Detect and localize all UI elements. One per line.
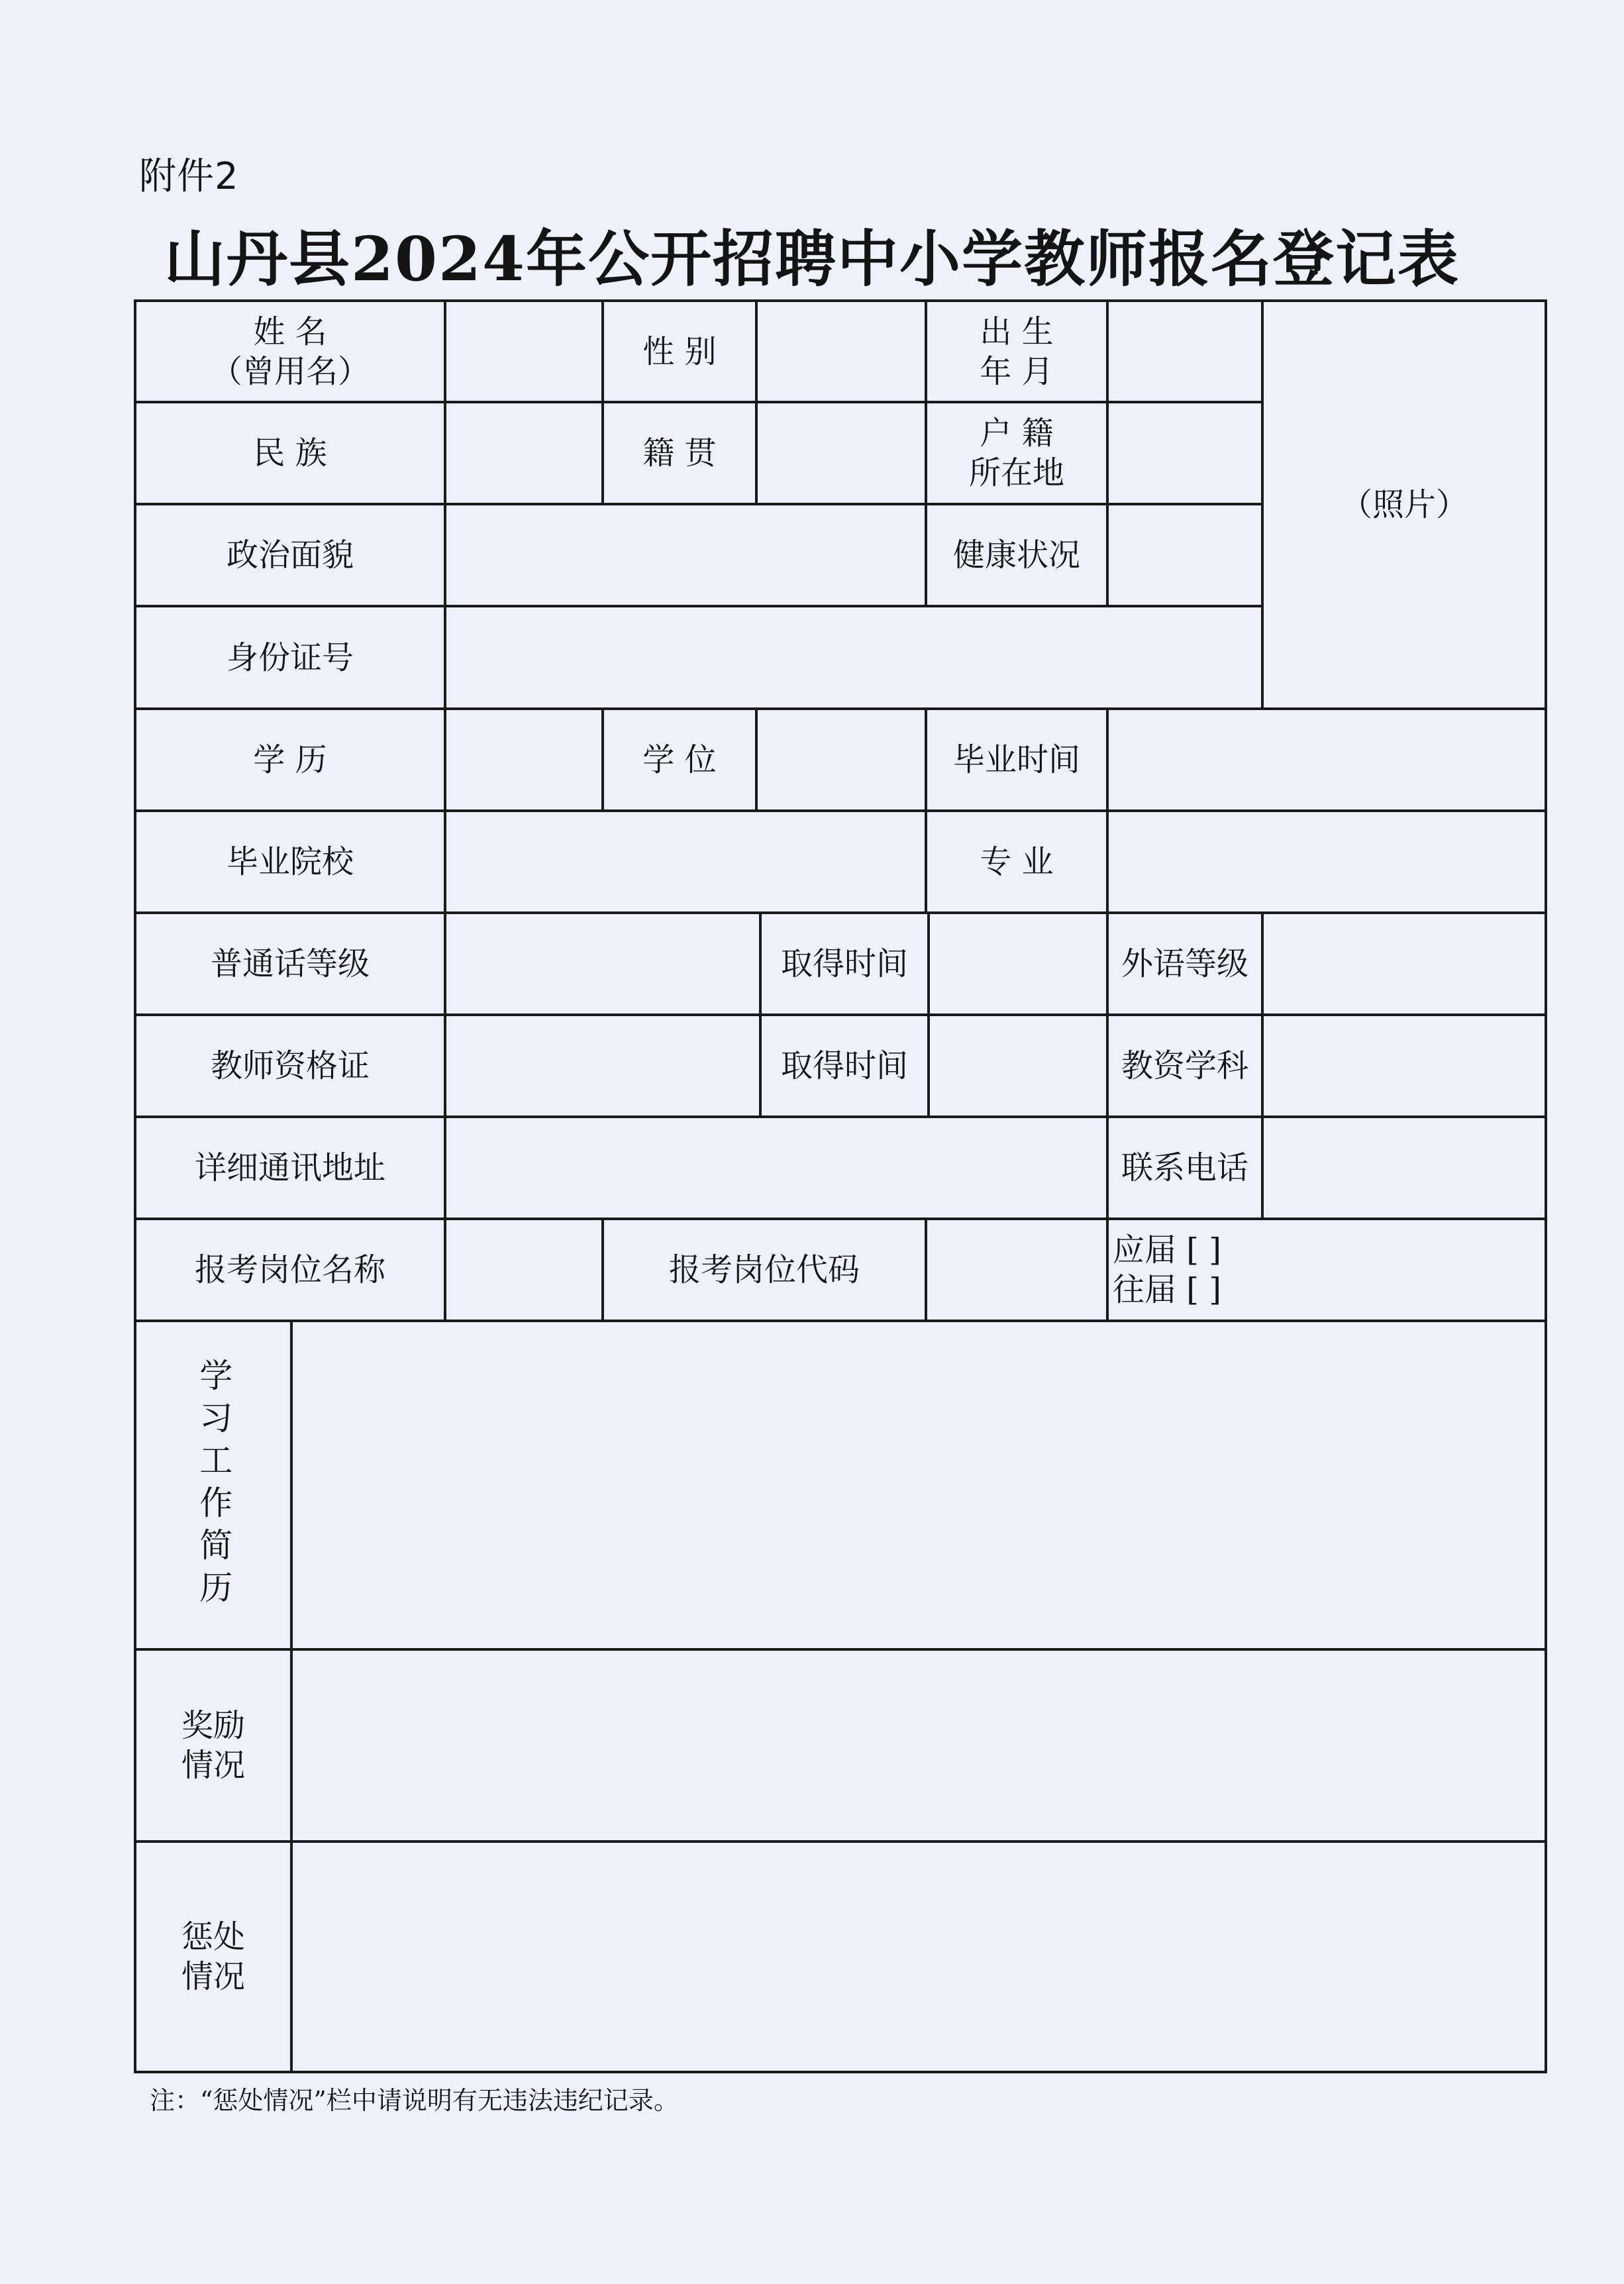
phone-label: 联系电话 [1106,1116,1264,1220]
school-field[interactable] [444,809,927,914]
cert-subject-field[interactable] [1261,1013,1547,1118]
major-label: 专 业 [925,809,1109,914]
registration-form [134,299,1547,2073]
teacher-cert-field[interactable] [444,1013,762,1118]
resume-label [134,1320,293,1651]
address-field[interactable] [444,1116,1109,1220]
awards-field[interactable] [290,1648,1547,1843]
education-field[interactable] [444,707,604,812]
political-field[interactable] [444,503,927,607]
health-field[interactable] [1106,503,1264,607]
major-field[interactable] [1106,809,1547,914]
obtain-time-field-1[interactable] [927,911,1109,1016]
ethnicity-label: 民 族 [134,401,446,505]
political-label: 政治面貌 [134,503,446,607]
phone-field[interactable] [1261,1116,1547,1220]
teacher-cert-label: 教师资格证 [134,1013,446,1118]
health-label: 健康状况 [925,503,1109,607]
mandarin-label: 普通话等级 [134,911,446,1016]
school-label: 毕业院校 [134,809,446,914]
cert-subject-label: 教资学科 [1106,1013,1264,1118]
native-place-label: 籍 贯 [601,401,758,505]
foreign-lang-field[interactable] [1261,911,1547,1016]
post-code-label: 报考岗位代码 [601,1218,927,1322]
grad-time-field[interactable] [1106,707,1547,812]
name-label: 姓 名 （曾用名） [134,299,446,403]
resume-field[interactable] [290,1320,1547,1651]
address-label: 详细通讯地址 [134,1116,446,1220]
punish-field[interactable] [290,1840,1547,2073]
grad-time-label: 毕业时间 [925,707,1109,812]
foreign-lang-label: 外语等级 [1106,911,1264,1016]
education-label: 学 历 [134,707,446,812]
post-code-field[interactable] [925,1218,1109,1322]
post-name-label: 报考岗位名称 [134,1218,446,1322]
birth-label: 出 生 年 月 [925,299,1109,403]
household-field[interactable] [1106,401,1264,505]
native-place-field[interactable] [755,401,927,505]
past-grad-checkbox[interactable]: 往届 [ ] [1113,1271,1221,1308]
graduate-type-box [1106,1218,1547,1322]
degree-label: 学 位 [601,707,758,812]
attachment-label: 附件2 [139,155,239,198]
mandarin-field[interactable] [444,911,762,1016]
id-field[interactable] [444,605,1264,710]
obtain-time-label-1: 取得时间 [759,911,930,1016]
resume-label-text: 学习工作简历 [194,1358,233,1612]
obtain-time-label-2: 取得时间 [759,1013,930,1118]
birth-field[interactable] [1106,299,1264,403]
photo-box[interactable]: （照片） [1261,299,1547,710]
punish-label: 惩处 情况 [134,1840,293,2073]
form-title: 山丹县2024年公开招聘中小学教师报名登记表 [164,223,1460,295]
awards-label: 奖励 情况 [134,1648,293,1843]
footer-note: 注：“惩处情况”栏中请说明有无违法违纪记录。 [150,2086,679,2115]
degree-field[interactable] [755,707,927,812]
obtain-time-field-2[interactable] [927,1013,1109,1118]
ethnicity-field[interactable] [444,401,604,505]
household-label: 户 籍 所在地 [925,401,1109,505]
gender-field[interactable] [755,299,927,403]
post-name-field[interactable] [444,1218,604,1322]
id-label: 身份证号 [134,605,446,710]
gender-label: 性 别 [601,299,758,403]
fresh-grad-checkbox[interactable]: 应届 [ ] [1113,1231,1221,1269]
name-field[interactable] [444,299,604,403]
